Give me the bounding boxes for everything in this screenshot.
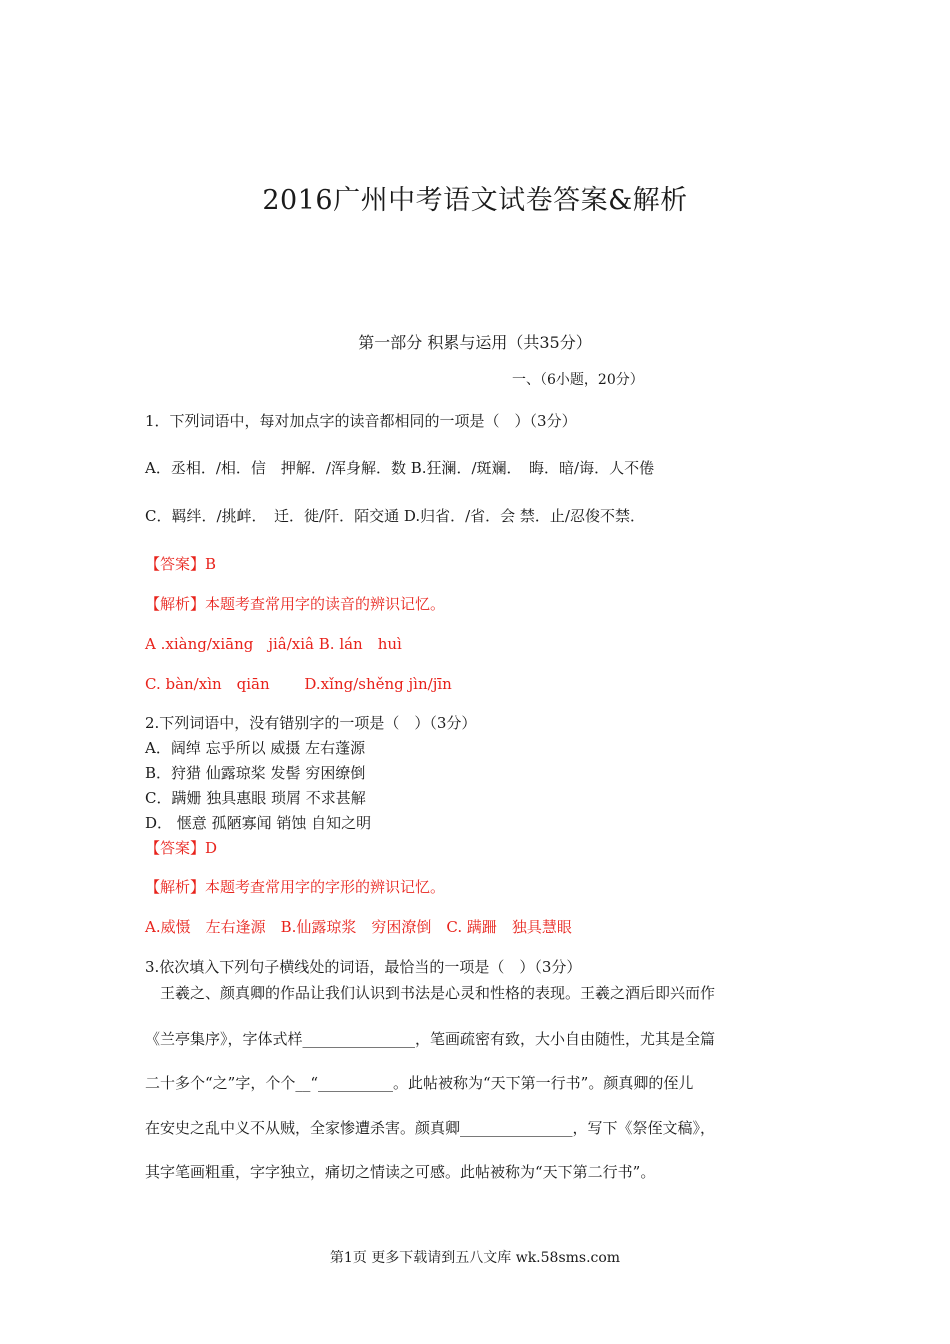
q3-stem: 3.依次填入下列句子横线处的词语，最恰当的一项是（ ）（3分） [145,958,582,976]
q1-stem: 1．下列词语中，每对加点字的读音都相同的一项是（ ）（3分） [145,412,577,430]
q1-analysis: 【解析】本题考查常用字的读音的辨识记忆。 [145,595,446,613]
q2-answer: 【答案】D [145,839,218,857]
q2-analysis: 【解析】本题考查常用字的字形的辨识记忆。 [145,878,446,896]
q2-correction: A.威慑 左右逢源 B.仙露琼浆 穷困潦倒 C. 蹒跚 独具慧眼 [145,918,572,936]
q1-options-cd: C．羁绊．/挑衅． 迁．徙/阡．陌交通 D.归省．/省．会 禁．止/忍俊不禁． [145,507,645,525]
q2-option-d: D． 惬意 孤陋寡闻 销蚀 自知之明 [145,814,372,832]
q1-options-ab: A．丞相．/相．信 押解．/浑身解．数 B.狂澜．/斑斓． 晦．暗/诲．人不倦 [145,459,655,477]
page-footer: 第1页 更多下载请到五八文库 wk.58sms.com [329,1250,621,1266]
q3-paragraph-line: 在安史之乱中义不从贼，全家惨遭杀害。颜真卿_______________，写下《祭侄文稿》， [145,1119,716,1137]
q2-option-b: B．狩猎 仙露琼桨 发髻 穷困缭倒 [145,764,366,782]
section-heading: 第一部分 积累与运用（共35分） [358,333,592,352]
q2-stem: 2.下列词语中，没有错别字的一项是（ ）（3分） [145,714,477,732]
q1-pinyin-1: A .xiàng/xiāng jiâ/xiâ B. lán huì [145,635,402,653]
q3-paragraph-line: 王羲之、颜真卿的作品让我们认识到书法是心灵和性格的表现。王羲之酒后即兴而作 [145,984,716,1002]
q3-paragraph-line: 其字笔画粗重，字字独立，痛切之情读之可感。此帖被称为“天下第二行书”。 [145,1163,656,1181]
q1-answer: 【答案】B [145,555,217,573]
subsection-heading: 一、（6小题，20分） [512,372,644,388]
q3-paragraph-line: 《兰亭集序》，字体式样_______________，笔画疏密有致，大小自由随性，尤其是全篇 [145,1030,716,1048]
q3-paragraph-line: 二十多个“之”字，个个__“__________。此帖被称为“天下第一行书”。颜真卿的侄儿 [145,1074,694,1092]
q1-pinyin-2: C. bàn/xìn qiān D.xǐng/shěng jìn/jīn [145,675,452,693]
q2-option-c: C．蹒姗 独具惠眼 琐屑 不求甚解 [145,789,366,807]
page-title: 2016广州中考语文试卷答案&解析 [262,185,688,216]
q2-option-a: A．阔绰 忘乎所以 威摄 左右蓬源 [145,739,366,757]
